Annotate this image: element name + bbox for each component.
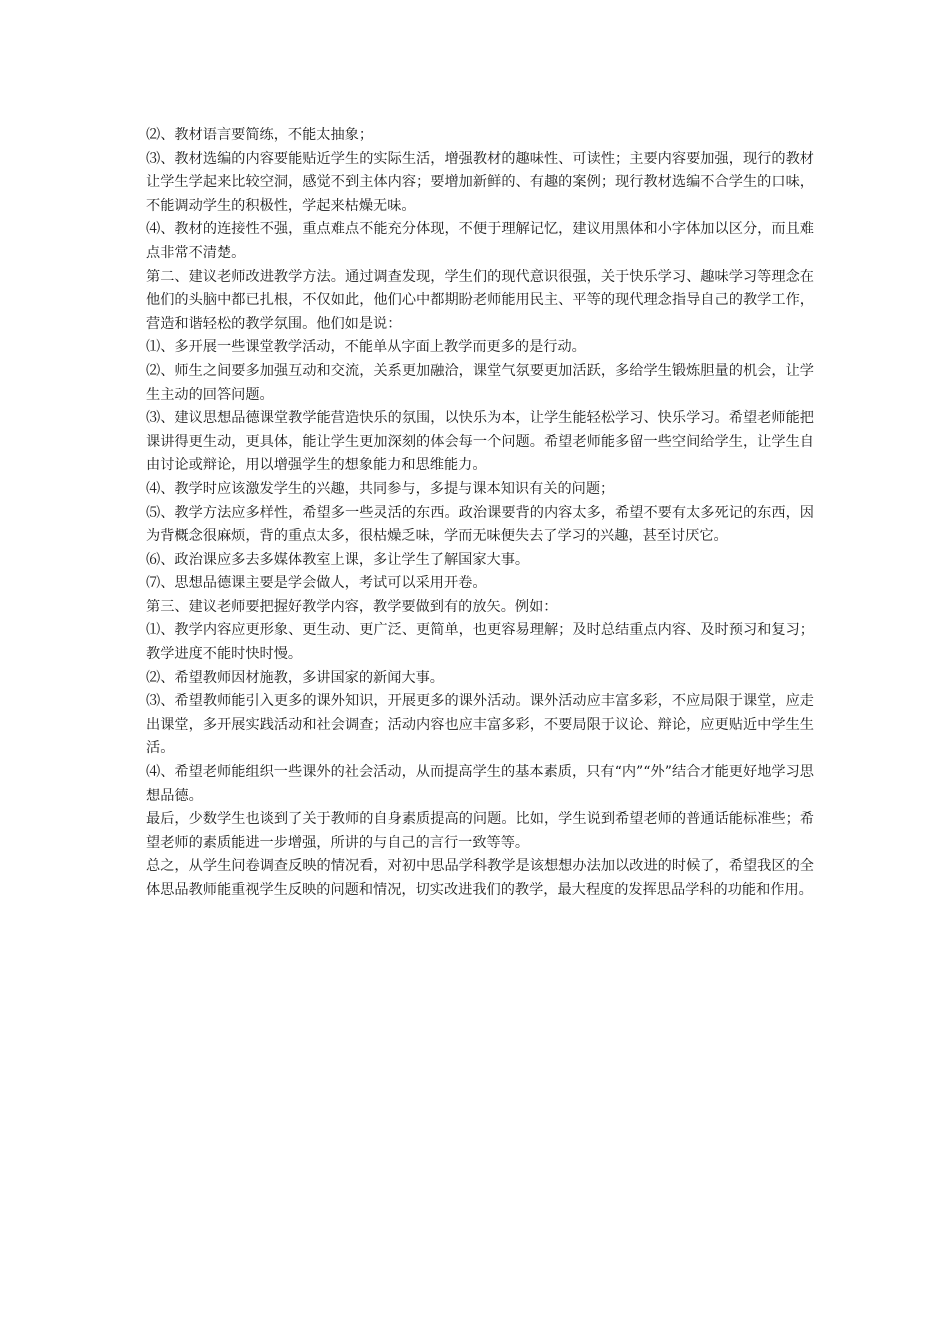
paragraph-content-3: ⑶、希望教师能引入更多的课外知识，开展更多的课外活动。课外活动应丰富多彩，不应局限于课堂，应走出课堂，多开展实践活动和社会调查；活动内容也应丰富多彩，不要局限于议论、辩论，应更贴近中学生生活。	[146, 693, 814, 757]
paragraph-method-7: ⑺、思想品德课主要是学会做人，考试可以采用开卷。	[146, 575, 487, 592]
paragraph-conclusion: 总之，从学生问卷调查反映的情况看，对初中思品学科教学是该想想办法加以改进的时候了，希望我区的全体思品教师能重视学生反映的问题和情况，切实改进我们的教学，最大程度的发挥思品学科的功能和作用。	[146, 858, 814, 898]
paragraph-method-3: ⑶、建议思想品德课堂教学能营造快乐的氛围，以快乐为本，让学生能轻松学习、快乐学习。希望老师能把课讲得更生动，更具体，能让学生更加深刻的体会每一个问题。希望老师能多留一些空间给学生，让学生自由讨论或辩论，用以增强学生的想象能力和思维能力。	[146, 410, 814, 474]
paragraph-textbook-language: ⑵、教材语言要简练，不能太抽象；	[146, 127, 374, 143]
paragraph-content-2: ⑵、希望教师因材施教，多讲国家的新闻大事。	[146, 669, 444, 686]
paragraph-method-4: ⑷、教学时应该激发学生的兴趣，共同参与，多提与课本知识有关的问题；	[146, 480, 615, 497]
paragraph-finally: 最后，少数学生也谈到了关于教师的自身素质提高的问题。比如，学生说到希望老师的普通话能标准些；希望老师的素质能进一步增强，所讲的与自己的言行一致等等。	[146, 811, 814, 851]
document-body	[146, 124, 814, 903]
paragraph-section-two-intro: 第二、建议老师改进教学方法。通过调查发现，学生们的现代意识很强，关于快乐学习、趣味学习等理念在他们的头脑中都已扎根，不仅如此，他们心中都期盼老师能用民主、平等的现代理念指导自己的教学工作，营造和谐轻松的教学氛围。他们如是说：	[146, 268, 814, 332]
paragraph-method-6: ⑹、政治课应多去多媒体教室上课，多让学生了解国家大事。	[146, 551, 530, 568]
paragraph-textbook-content: ⑶、教材选编的内容要能贴近学生的实际生活，增强教材的趣味性、可读性；主要内容要加强，现行的教材让学生学起来比较空洞，感觉不到主体内容；要增加新鲜的、有趣的案例；现行教材选编不合学生的口味，不能调动学生的积极性，学起来枯燥无味。	[146, 150, 814, 214]
paragraph-content-4: ⑷、希望老师能组织一些课外的社会活动，从而提高学生的基本素质，只有“内”“外”结合才能更好地学习思想品德。	[146, 764, 814, 804]
paragraph-method-1: ⑴、多开展一些课堂教学活动，不能单从字面上教学而更多的是行动。	[146, 339, 586, 356]
paragraph-method-2: ⑵、师生之间要多加强互动和交流，关系更加融洽，课堂气氛要更加活跃，多给学生锻炼胆量的机会，让学生主动的回答问题。	[146, 362, 814, 403]
paragraph-content-1: ⑴、教学内容应更形象、更生动、更广泛、更简单，也更容易理解；及时总结重点内容、及时预习和复习；教学进度不能时快时慢。	[146, 622, 814, 663]
paragraph-method-5: ⑸、教学方法应多样性，希望多一些灵活的东西。政治课要背的内容太多，希望不要有太多死记的东西，因为背概念很麻烦，背的重点太多，很枯燥乏味，学而无味便失去了学习的兴趣，甚至讨厌它。	[146, 504, 814, 545]
paragraph-section-three-intro: 第三、建议老师要把握好教学内容，教学要做到有的放矢。例如：	[146, 598, 558, 615]
paragraph-textbook-continuity: ⑷、教材的连接性不强，重点难点不能充分体现，不便于理解记忆，建议用黑体和小字体加以区分，而且难点非常不清楚。	[146, 221, 814, 261]
